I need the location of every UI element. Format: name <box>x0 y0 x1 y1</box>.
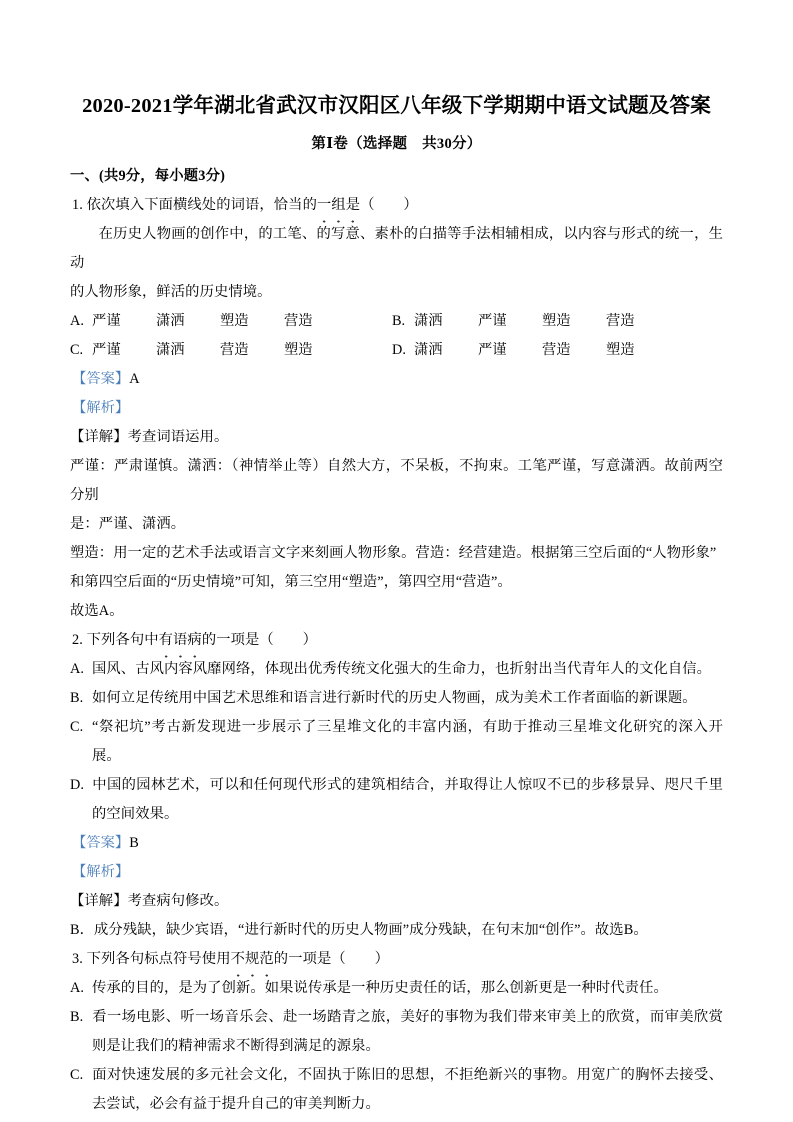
option-b-letter: B. <box>392 313 406 329</box>
option-d-word-1: 潇洒 <box>414 342 443 358</box>
question-3-option-a[interactable] <box>70 974 723 1003</box>
answer-value: A <box>129 371 140 387</box>
analysis-label: 【解析】 <box>72 864 130 880</box>
option-b-letter: B. <box>70 690 84 706</box>
option-b-text: 如何立足传统用中国艺术思维和语言进行新时代的历史人物画，成为美术工作者面临的新课题。 <box>92 690 697 706</box>
question-2-detail-intro <box>70 887 723 916</box>
option-b-word-1: 潇洒 <box>414 313 443 329</box>
answer-value: B <box>129 835 139 851</box>
option-b-word-4: 营造 <box>606 313 635 329</box>
question-2-option-c[interactable] <box>70 713 723 771</box>
question-1-options-row-1 <box>70 307 723 336</box>
answer-label: 【答案】 <box>72 835 130 851</box>
paper-section-header: 第Ⅰ卷（选择题 共30分） <box>311 136 482 152</box>
question-3-emphasis: 不规范 <box>231 945 274 974</box>
option-c-letter: C. <box>70 719 84 735</box>
question-2-stem-text: 下列各句中 <box>86 632 159 648</box>
option-c-letter: C. <box>70 1067 84 1083</box>
option-d-letter: D. <box>392 342 406 358</box>
question-1-option-a[interactable] <box>70 307 392 336</box>
question-2-number: 2. <box>72 632 83 648</box>
question-2-analysis-label <box>70 858 723 887</box>
question-1-options-row-2 <box>70 336 723 365</box>
question-3-stem <box>70 945 723 974</box>
question-2-answer <box>70 829 723 858</box>
question-1-passage-line-2: 的人物形象，鲜活的历史情境。 <box>70 284 272 300</box>
question-2-option-a[interactable] <box>70 655 723 684</box>
option-a-word-3: 塑造 <box>220 313 249 329</box>
question-1-number: 1. <box>72 197 83 213</box>
option-d-word-4: 塑造 <box>606 342 635 358</box>
question-1-analysis-label <box>70 394 723 423</box>
option-b-letter: B. <box>70 1009 84 1025</box>
question-1-detail-line-1: 严谨：严肃谨慎。潇洒：（神情举止等）自然大方，不呆板，不拘束。工笔严谨，写意潇洒。故前两空分别 <box>70 458 723 503</box>
detail-label: 【详解】 <box>70 429 128 445</box>
option-c-text: “祭祀坑”考古新发现进一步展示了三星堆文化的丰富内涵，有助于推动三星堆文化研究的深入开展。 <box>92 719 723 764</box>
question-2-option-b[interactable] <box>70 684 723 713</box>
option-c-letter: C. <box>70 342 84 358</box>
question-1-stem <box>70 191 723 220</box>
option-b-text: 看一场电影、听一场音乐会、赴一场踏青之旅，美好的事物为我们带来审美上的欣赏，而审美欣赏则是让我们的精神需求不断得到满足的源泉。 <box>92 1009 723 1054</box>
question-3-stem-text: 下列各句标点符号使用 <box>86 951 231 967</box>
question-1-option-b[interactable] <box>392 307 635 336</box>
detail-label: 【详解】 <box>70 893 128 909</box>
question-2-detail-line-1: B．成分残缺，缺少宾语，“进行新时代的历史人物画”成分残缺，在句末加“创作”。故选B。 <box>70 922 648 938</box>
option-c-word-1: 严谨 <box>92 342 121 358</box>
section-heading: 一、(共9分，每小题3分) <box>70 168 226 184</box>
option-d-letter: D. <box>70 777 85 793</box>
question-1-emphasis: 一组是 <box>317 191 360 220</box>
question-2-stem-tail: 的一项是（ ） <box>201 632 317 648</box>
option-a-word-2: 潇洒 <box>156 313 185 329</box>
option-c-word-4: 塑造 <box>284 342 313 358</box>
detail-intro-text: 考查病句修改。 <box>127 893 229 909</box>
option-a-letter: A. <box>70 661 85 677</box>
analysis-label: 【解析】 <box>72 400 130 416</box>
question-1-answer <box>70 365 723 394</box>
question-1-stem-text: 依次填入下面横线处的词语，恰当的 <box>86 197 317 213</box>
option-d-word-3: 营造 <box>542 342 571 358</box>
option-a-word-4: 营造 <box>284 313 313 329</box>
question-3-stem-tail: 的一项是（ ） <box>273 951 389 967</box>
option-c-word-3: 营造 <box>220 342 249 358</box>
option-a-text: 传承的目的，是为了创新。如果说传承是一种历史责任的话，那么创新更是一种时代责任。 <box>92 980 668 996</box>
question-2-option-d[interactable] <box>70 771 723 829</box>
question-2-emphasis: 有语病 <box>159 626 202 655</box>
question-1-detail-line-4: 和第四空后面的“历史情境”可知，第三空用“塑造”，第四空用“营造”。 <box>70 574 512 590</box>
option-b-word-3: 塑造 <box>542 313 571 329</box>
question-1-option-c[interactable] <box>70 336 392 365</box>
page-title: 2020-2021学年湖北省武汉市汉阳区八年级下学期期中语文试题及答案 <box>82 95 711 117</box>
question-1-option-d[interactable] <box>392 336 635 365</box>
answer-label: 【答案】 <box>72 371 130 387</box>
question-3-option-c[interactable] <box>70 1061 723 1119</box>
option-b-word-2: 严谨 <box>478 313 507 329</box>
document-content <box>70 88 723 1119</box>
option-d-text: 中国的园林艺术，可以和任何现代形式的建筑相结合，并取得让人惊叹不已的步移景异、咫尺千里的空间效果。 <box>92 777 723 822</box>
option-a-letter: A. <box>70 313 84 329</box>
option-c-text: 面对快速发展的多元社会文化，不固执于陈旧的思想，不拒绝新兴的事物。用宽广的胸怀去接受、去尝试，必会有益于提升自己的审美判断力。 <box>92 1067 723 1112</box>
question-2-stem <box>70 626 723 655</box>
question-1-detail-line-5: 故选A。 <box>70 603 124 619</box>
question-1-stem-tail: （ ） <box>360 197 418 213</box>
question-1-detail-intro <box>70 423 723 452</box>
question-1-detail-line-3: 塑造：用一定的艺术手法或语言文字来刻画人物形象。营造：经营建造。根据第三空后面的“人物形象” <box>70 545 717 561</box>
option-a-letter: A. <box>70 980 85 996</box>
question-3-option-b[interactable] <box>70 1003 723 1061</box>
option-a-text: 国风、古风内容风靡网络，体现出优秀传统文化强大的生命力，也折射出当代青年人的文化自信。 <box>92 661 712 677</box>
question-3-number: 3. <box>72 951 83 967</box>
question-1-detail-line-2: 是：严谨、潇洒。 <box>70 516 186 532</box>
option-a-word-1: 严谨 <box>92 313 121 329</box>
option-d-word-2: 严谨 <box>478 342 507 358</box>
question-1-passage-line-1: 在历史人物画的创作中，的工笔、的写意、素朴的白描等手法相辅相成，以内容与形式的统一，生动 <box>70 226 723 271</box>
detail-intro-text: 考查词语运用。 <box>127 429 229 445</box>
option-c-word-2: 潇洒 <box>156 342 185 358</box>
